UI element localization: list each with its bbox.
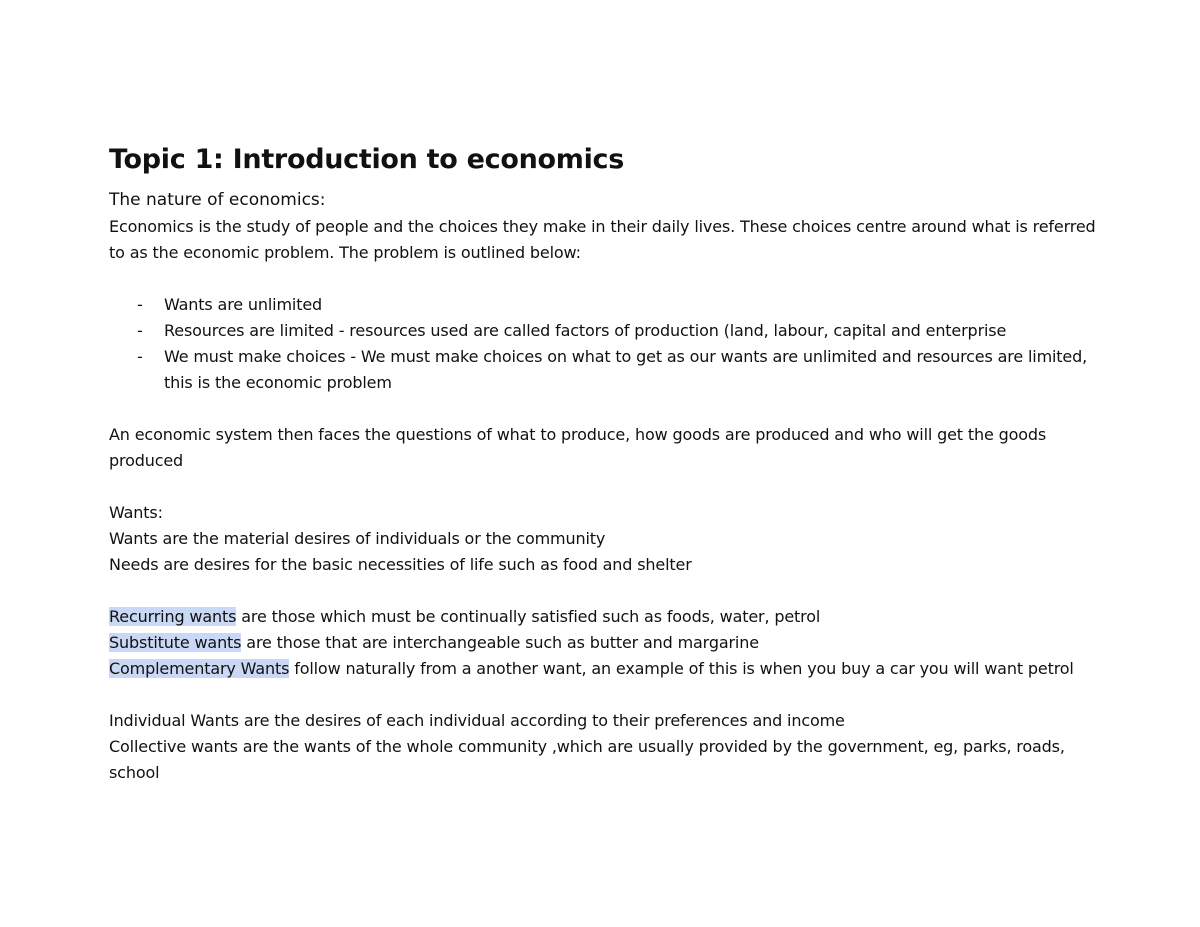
- highlighted-term[interactable]: Substitute wants: [109, 633, 242, 652]
- definition-text: are those that are interchangeable such as butter and margarine: [241, 633, 759, 652]
- highlighted-term[interactable]: Complementary Wants: [109, 659, 290, 678]
- bullet-dash: -: [137, 347, 143, 366]
- highlighted-term[interactable]: Recurring wants: [109, 607, 237, 626]
- recurring-wants-line: [109, 604, 1099, 630]
- spacer: [109, 474, 1099, 500]
- spacer: [109, 682, 1099, 708]
- collective-wants-line: Collective wants are the wants of the whole community ,which are usually provided by the government, eg, parks, roads, school: [109, 737, 1065, 782]
- problem-list: [109, 292, 1099, 396]
- individual-wants-line: Individual Wants are the desires of each individual according to their preferences and income: [109, 711, 845, 730]
- definition-text: follow naturally from a another want, an example of this is when you buy a car you will want petrol: [289, 659, 1074, 678]
- page-title: Topic 1: Introduction to economics: [109, 144, 625, 175]
- system-paragraph: An economic system then faces the questions of what to produce, how goods are produced and who will get the goods produced: [109, 425, 1047, 470]
- wants-heading: Wants:: [109, 503, 163, 522]
- bullet-dash: -: [137, 295, 143, 314]
- spacer: [109, 578, 1099, 604]
- spacer: [109, 396, 1099, 422]
- wants-definition: Wants are the material desires of individuals or the community: [109, 529, 606, 548]
- list-item-text: Wants are unlimited: [164, 295, 323, 314]
- spacer: [109, 266, 1099, 292]
- document-page: [109, 140, 1099, 786]
- nature-heading: The nature of economics:: [109, 190, 326, 210]
- list-item-text: We must make choices - We must make choices on what to get as our wants are unlimited and resources are limited, this is the economic problem: [164, 347, 1088, 392]
- complementary-wants-line: [109, 656, 1099, 682]
- definition-text: are those which must be continually satisfied such as foods, water, petrol: [236, 607, 821, 626]
- list-item: [109, 318, 1099, 344]
- intro-paragraph: Economics is the study of people and the choices they make in their daily lives. These choices centre around what is referred to as the economic problem. The problem is outlined below:: [109, 217, 1096, 262]
- list-item: [109, 344, 1099, 396]
- list-item-text: Resources are limited - resources used are called factors of production (land, labour, capital and enterprise: [164, 321, 1007, 340]
- list-item: [109, 292, 1099, 318]
- substitute-wants-line: [109, 630, 1099, 656]
- needs-definition: Needs are desires for the basic necessities of life such as food and shelter: [109, 555, 692, 574]
- bullet-dash: -: [137, 321, 143, 340]
